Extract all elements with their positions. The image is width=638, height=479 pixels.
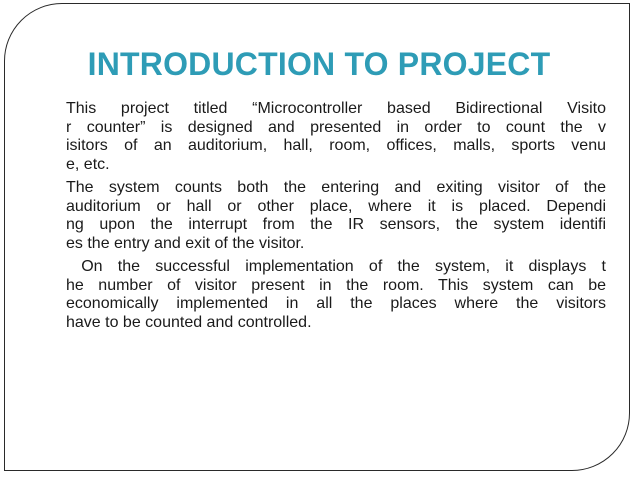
text-line: e, etc. — [66, 155, 110, 173]
paragraph-intro — [66, 100, 606, 174]
paragraph-implementation — [66, 258, 606, 332]
text-line: have to be counted and controlled. — [66, 313, 312, 331]
text-line: This project titled “Microcontroller based Bidirectional Visito — [66, 100, 606, 117]
text-line: he number of visitor present in the room. This system can be — [66, 276, 606, 294]
text-line: auditorium or hall or other place, where it is placed. Dependi — [66, 197, 606, 215]
paragraph-system — [66, 179, 606, 253]
text-line: economically implemented in all the places where the visitors — [66, 295, 606, 312]
text-line: On the successful implementation of the system, it displays t — [66, 258, 606, 275]
slide-title: INTRODUCTION TO PROJECT — [87, 46, 551, 82]
text-line: es the entry and exit of the visitor. — [66, 234, 305, 252]
text-line: r counter” is designed and presented in order to count the v — [66, 118, 606, 136]
text-line: ng upon the interrupt from the IR sensors, the system identifi — [66, 216, 606, 233]
text-line: isitors of an auditorium, hall, room, offices, malls, sports venu — [66, 137, 606, 154]
slide-body — [66, 100, 606, 337]
text-line: The system counts both the entering and exiting visitor of the — [66, 179, 606, 196]
